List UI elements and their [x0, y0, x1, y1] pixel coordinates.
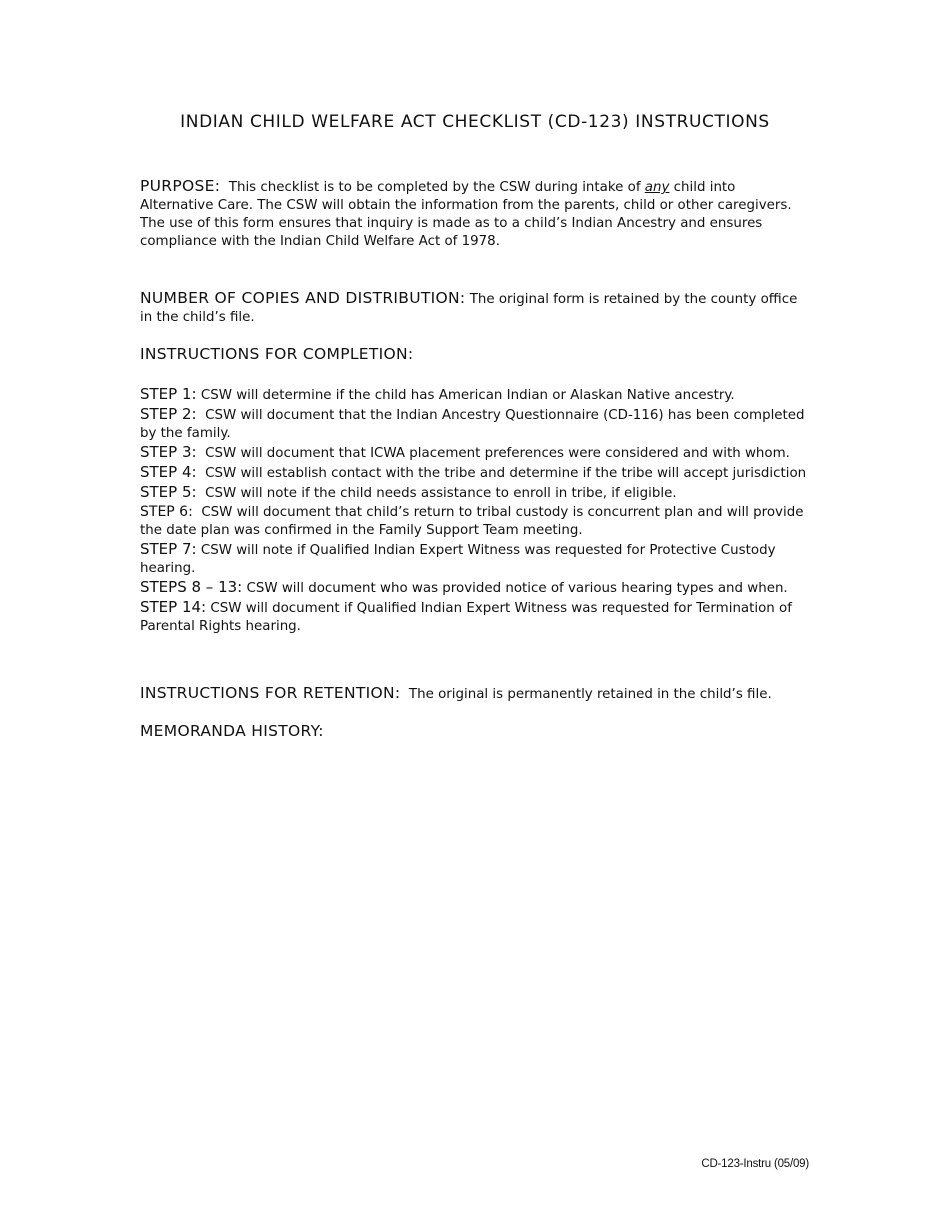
steps-list [140, 385, 808, 636]
step-text: CSW will document who was provided notice of various hearing types and when. [246, 581, 788, 596]
step-text: CSW will document that the Indian Ancestry Questionnaire (CD-116) has been completed by the family. [140, 408, 805, 441]
list-item [140, 540, 808, 578]
step-label: STEPS 8 – 13: [140, 578, 243, 596]
step-label: STEP 4: [140, 463, 197, 481]
step-label: STEP 7: [140, 540, 197, 558]
purpose-text-before: This checklist is to be completed by the CSW during intake of [228, 180, 645, 195]
copies-text: The original form is retained by the county office in the child’s file. [140, 292, 798, 325]
step-text: CSW will establish contact with the tribe and determine if the tribe will accept jurisdiction [205, 466, 807, 481]
purpose-emphasis: any [644, 180, 670, 195]
purpose-text-after: child into Alternative Care. The CSW will obtain the information from the parents, child or other caregivers. The use of this form ensures that inquiry is made as to a child’s Indian Ancestry and ensures compliance with the Indian Child Welfare Act of 1978. [140, 180, 792, 249]
list-item [140, 578, 808, 598]
step-label: STEP 2: [140, 405, 197, 423]
retention-text: The original is permanently retained in the child’s file. [408, 687, 772, 702]
step-label: STEP 14: [140, 598, 207, 616]
retention-heading: INSTRUCTIONS FOR RETENTION: [140, 684, 401, 702]
list-item [140, 483, 808, 503]
purpose-heading: PURPOSE: [140, 177, 221, 195]
purpose-section [140, 177, 808, 251]
step-text: CSW will document if Qualified Indian Expert Witness was requested for Termination of Parental Rights hearing. [140, 601, 792, 634]
memoranda-heading: MEMORANDA HISTORY: [140, 722, 324, 740]
step-label: STEP 1: [140, 385, 197, 403]
step-text: CSW will determine if the child has American Indian or Alaskan Native ancestry. [200, 388, 735, 403]
step-label: STEP 5: [140, 483, 197, 501]
list-item [140, 443, 808, 463]
copies-heading: NUMBER OF COPIES AND DISTRIBUTION: [140, 289, 466, 307]
completion-heading: INSTRUCTIONS FOR COMPLETION: [140, 345, 414, 363]
form-number-footer: CD-123-Instru (05/09) [701, 1158, 809, 1170]
copies-section [140, 289, 808, 327]
step-text: CSW will document that ICWA placement preferences were considered and with whom. [205, 446, 790, 461]
memoranda-section [140, 722, 808, 742]
list-item [140, 463, 808, 483]
step-label: STEP 3: [140, 443, 197, 461]
list-item [140, 503, 808, 540]
page-title: INDIAN CHILD WELFARE ACT CHECKLIST (CD-123) INSTRUCTIONS [180, 112, 770, 132]
retention-section [140, 684, 808, 704]
step-label: STEP 6: [140, 504, 193, 520]
step-text: CSW will note if Qualified Indian Expert Witness was requested for Protective Custody hearing. [140, 543, 776, 576]
list-item [140, 598, 808, 636]
step-text: CSW will note if the child needs assistance to enroll in tribe, if eligible. [205, 486, 677, 501]
completion-section [140, 345, 808, 365]
list-item [140, 405, 808, 443]
step-text: CSW will document that child’s return to tribal custody is concurrent plan and will provide the date plan was confirmed in the Family Support Team meeting. [140, 505, 804, 538]
list-item [140, 385, 808, 405]
